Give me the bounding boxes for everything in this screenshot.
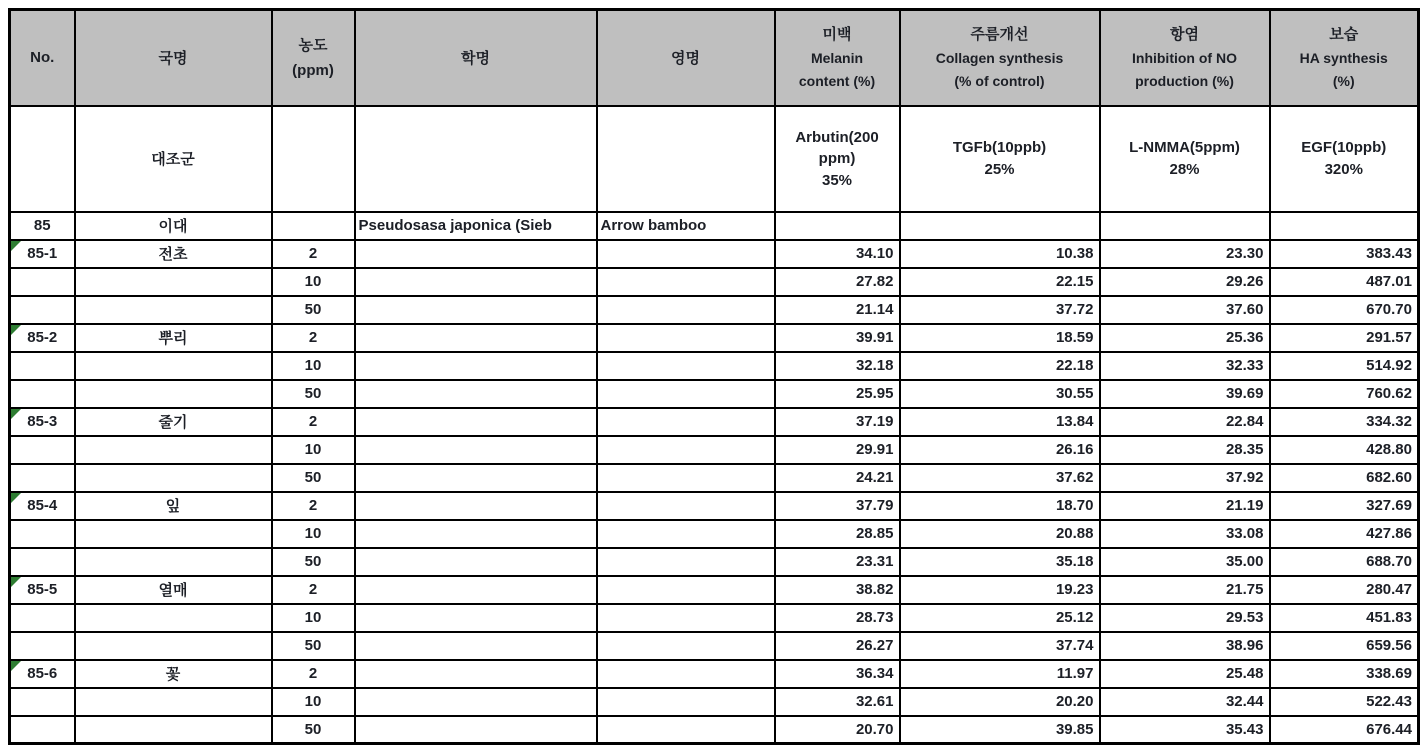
header-cell-english-name[interactable]: 영명: [597, 10, 775, 106]
header-cell-korean-name[interactable]: 국명: [75, 10, 272, 106]
cell-no[interactable]: [10, 548, 75, 576]
cell-concentration[interactable]: 10: [272, 436, 355, 464]
cell-scientific-name[interactable]: [355, 380, 597, 408]
assay-english-label: content (%): [798, 73, 876, 90]
cell-ha-synthesis[interactable]: 280.47: [1270, 576, 1419, 604]
cell-no[interactable]: [10, 408, 75, 436]
cell-scientific-name[interactable]: [355, 296, 597, 324]
cell-korean-name[interactable]: 열매: [75, 576, 272, 604]
concentration-label-line2: (ppm): [292, 61, 334, 79]
cell-no[interactable]: [10, 604, 75, 632]
cell-ha-synthesis[interactable]: 670.70: [1270, 296, 1419, 324]
cell-scientific-name[interactable]: [355, 660, 597, 688]
assay-korean-label: 보습: [1329, 26, 1359, 44]
cell-ha-synthesis[interactable]: 682.60: [1270, 464, 1419, 492]
cell-english-name[interactable]: Arrow bamboo: [597, 212, 775, 240]
cell-melanin-content[interactable]: 21.14: [775, 296, 900, 324]
cell-ha-synthesis[interactable]: 334.32: [1270, 408, 1419, 436]
cell-no-inhibition[interactable]: 33.08: [1100, 520, 1270, 548]
cell-collagen-synthesis[interactable]: 39.85: [900, 716, 1100, 744]
cell-melanin-content[interactable]: 25.95: [775, 380, 900, 408]
cell-korean-name[interactable]: 이대: [75, 212, 272, 240]
cell-collagen-synthesis[interactable]: 19.23: [900, 576, 1100, 604]
control-substance-label: Arbutin(200 ppm): [795, 128, 879, 167]
cell-no[interactable]: [10, 492, 75, 520]
header-cell-collagen[interactable]: [900, 10, 1100, 106]
cell-english-name[interactable]: [597, 324, 775, 352]
cell-no[interactable]: [10, 464, 75, 492]
cell-melanin-content[interactable]: 24.21: [775, 464, 900, 492]
cell-english-name[interactable]: [597, 464, 775, 492]
control-substance-label: L-NMMA(5ppm): [1129, 139, 1240, 156]
cell-scientific-name[interactable]: [355, 352, 597, 380]
cell-no[interactable]: [10, 268, 75, 296]
cell-ha-synthesis[interactable]: [1270, 106, 1419, 212]
cell-no-inhibition[interactable]: 37.60: [1100, 296, 1270, 324]
control-percentage: 25%: [984, 161, 1015, 178]
cell-collagen-synthesis[interactable]: 35.18: [900, 548, 1100, 576]
cell-no[interactable]: [10, 380, 75, 408]
cell-english-name[interactable]: [597, 660, 775, 688]
comment-marker-icon: [11, 493, 21, 503]
spreadsheet-region: [8, 8, 1420, 745]
comment-marker-icon: [11, 241, 21, 251]
cell-collagen-synthesis[interactable]: 37.74: [900, 632, 1100, 660]
cell-ha-synthesis[interactable]: 514.92: [1270, 352, 1419, 380]
cell-ha-synthesis[interactable]: 487.01: [1270, 268, 1419, 296]
cell-concentration[interactable]: 10: [272, 520, 355, 548]
cell-no[interactable]: [10, 436, 75, 464]
cell-collagen-synthesis[interactable]: 18.59: [900, 324, 1100, 352]
cell-no-inhibition[interactable]: 39.69: [1100, 380, 1270, 408]
cell-english-name[interactable]: [597, 576, 775, 604]
assay-english-label: (%): [1332, 73, 1355, 90]
cell-concentration[interactable]: 2: [272, 408, 355, 436]
cell-concentration[interactable]: 50: [272, 548, 355, 576]
cell-concentration[interactable]: 50: [272, 632, 355, 660]
cell-ha-synthesis[interactable]: 522.43: [1270, 688, 1419, 716]
cell-ha-synthesis[interactable]: 451.83: [1270, 604, 1419, 632]
table-row: [10, 296, 1419, 324]
cell-korean-name[interactable]: [75, 380, 272, 408]
assay-english-label: production (%): [1135, 73, 1234, 90]
comment-marker-icon: [11, 661, 21, 671]
cell-scientific-name[interactable]: [355, 632, 597, 660]
table-row: [10, 520, 1419, 548]
cell-scientific-name[interactable]: [355, 492, 597, 520]
cell-collagen-synthesis[interactable]: 30.55: [900, 380, 1100, 408]
cell-english-name[interactable]: [597, 716, 775, 744]
cell-korean-name[interactable]: [75, 436, 272, 464]
cell-korean-name[interactable]: 전초: [75, 240, 272, 268]
cell-scientific-name[interactable]: [355, 716, 597, 744]
cell-concentration[interactable]: [272, 212, 355, 240]
cell-collagen-synthesis[interactable]: 37.72: [900, 296, 1100, 324]
cell-english-name[interactable]: [597, 604, 775, 632]
cell-no-inhibition[interactable]: 35.00: [1100, 548, 1270, 576]
cell-english-name[interactable]: [597, 240, 775, 268]
cell-korean-name[interactable]: [75, 268, 272, 296]
cell-no-inhibition[interactable]: [1100, 212, 1270, 240]
cell-ha-synthesis[interactable]: 427.86: [1270, 520, 1419, 548]
cell-concentration[interactable]: 2: [272, 324, 355, 352]
control-substance-label: EGF(10ppb): [1301, 139, 1387, 156]
table-row: [10, 632, 1419, 660]
cell-scientific-name[interactable]: [355, 520, 597, 548]
cell-scientific-name[interactable]: [355, 324, 597, 352]
cell-collagen-synthesis[interactable]: 37.62: [900, 464, 1100, 492]
cell-collagen-synthesis[interactable]: [900, 106, 1100, 212]
comment-marker-icon: [11, 577, 21, 587]
cell-korean-name[interactable]: [75, 604, 272, 632]
control-percentage: 320%: [1324, 161, 1363, 178]
cell-scientific-name[interactable]: Pseudosasa japonica (Sieb: [355, 212, 597, 240]
row-number-label: 85-5: [27, 581, 58, 598]
row-number-label: 85-3: [27, 413, 58, 430]
cell-scientific-name[interactable]: [355, 688, 597, 716]
cell-concentration[interactable]: 2: [272, 660, 355, 688]
assay-english-label: (% of control): [954, 73, 1045, 90]
cell-ha-synthesis[interactable]: 688.70: [1270, 548, 1419, 576]
table-row: [10, 492, 1419, 520]
cell-no-inhibition[interactable]: 29.53: [1100, 604, 1270, 632]
row-number-label: 85-2: [27, 329, 58, 346]
cell-english-name[interactable]: [597, 548, 775, 576]
control-percentage: 28%: [1169, 161, 1200, 178]
cell-no[interactable]: [10, 296, 75, 324]
cell-english-name[interactable]: [597, 492, 775, 520]
cell-collagen-synthesis[interactable]: 20.20: [900, 688, 1100, 716]
cell-melanin-content[interactable]: 37.19: [775, 408, 900, 436]
cell-concentration[interactable]: 10: [272, 688, 355, 716]
cell-melanin-content[interactable]: 34.10: [775, 240, 900, 268]
header-cell-ha-synthesis[interactable]: [1270, 10, 1419, 106]
cell-collagen-synthesis[interactable]: 11.97: [900, 660, 1100, 688]
cell-no[interactable]: 85: [10, 212, 75, 240]
cell-english-name[interactable]: [597, 296, 775, 324]
cell-korean-name[interactable]: 잎: [75, 492, 272, 520]
cell-concentration[interactable]: 50: [272, 716, 355, 744]
cell-ha-synthesis[interactable]: [1270, 212, 1419, 240]
cell-collagen-synthesis[interactable]: 18.70: [900, 492, 1100, 520]
cell-no[interactable]: [10, 660, 75, 688]
cell-no-inhibition[interactable]: 21.19: [1100, 492, 1270, 520]
cell-korean-name[interactable]: [75, 352, 272, 380]
cell-scientific-name[interactable]: [355, 106, 597, 212]
table-row: [10, 436, 1419, 464]
cell-english-name[interactable]: [597, 688, 775, 716]
cell-korean-name[interactable]: [75, 632, 272, 660]
cell-english-name[interactable]: [597, 436, 775, 464]
cell-no-inhibition[interactable]: 21.75: [1100, 576, 1270, 604]
table-row: [10, 716, 1419, 744]
cell-melanin-content[interactable]: 36.34: [775, 660, 900, 688]
cell-collagen-synthesis[interactable]: 13.84: [900, 408, 1100, 436]
cell-no-inhibition[interactable]: 25.36: [1100, 324, 1270, 352]
cell-no[interactable]: [10, 716, 75, 744]
cell-collagen-synthesis[interactable]: 22.18: [900, 352, 1100, 380]
cell-korean-name[interactable]: 대조군: [75, 106, 272, 212]
header-cell-concentration[interactable]: [272, 10, 355, 106]
control-substance-label: TGFb(10ppb): [952, 139, 1047, 156]
cell-scientific-name[interactable]: [355, 268, 597, 296]
cell-korean-name[interactable]: [75, 548, 272, 576]
cell-collagen-synthesis[interactable]: 10.38: [900, 240, 1100, 268]
table-row: [10, 464, 1419, 492]
cell-english-name[interactable]: [597, 408, 775, 436]
cell-english-name[interactable]: [597, 268, 775, 296]
cell-melanin-content[interactable]: 32.61: [775, 688, 900, 716]
cell-no[interactable]: [10, 520, 75, 548]
cell-korean-name[interactable]: [75, 464, 272, 492]
header-cell-no[interactable]: No.: [10, 10, 75, 106]
cell-no-inhibition[interactable]: 28.35: [1100, 436, 1270, 464]
row-number-label: 85-4: [27, 497, 58, 514]
control-row: [10, 106, 1419, 212]
table-row: [10, 604, 1419, 632]
cell-no[interactable]: [10, 688, 75, 716]
cell-collagen-synthesis[interactable]: 25.12: [900, 604, 1100, 632]
header-cell-melanin[interactable]: [775, 10, 900, 106]
cell-concentration[interactable]: 10: [272, 268, 355, 296]
cell-collagen-synthesis[interactable]: [900, 212, 1100, 240]
header-row: [10, 10, 1419, 106]
cell-concentration[interactable]: 50: [272, 464, 355, 492]
cell-ha-synthesis[interactable]: 760.62: [1270, 380, 1419, 408]
cell-melanin-content[interactable]: 23.31: [775, 548, 900, 576]
cell-korean-name[interactable]: [75, 716, 272, 744]
cell-concentration[interactable]: 2: [272, 492, 355, 520]
comment-marker-icon: [11, 409, 21, 419]
cell-concentration[interactable]: 2: [272, 576, 355, 604]
table-row: [10, 408, 1419, 436]
table-row: [10, 380, 1419, 408]
cell-melanin-content[interactable]: 29.91: [775, 436, 900, 464]
cell-ha-synthesis[interactable]: 383.43: [1270, 240, 1419, 268]
cell-ha-synthesis[interactable]: 291.57: [1270, 324, 1419, 352]
cell-melanin-content[interactable]: 32.18: [775, 352, 900, 380]
cell-melanin-content[interactable]: 39.91: [775, 324, 900, 352]
species-row: [10, 212, 1419, 240]
cell-no-inhibition[interactable]: 23.30: [1100, 240, 1270, 268]
cell-no[interactable]: [10, 352, 75, 380]
table-row: [10, 660, 1419, 688]
table-row: [10, 548, 1419, 576]
cell-concentration[interactable]: 2: [272, 240, 355, 268]
cell-korean-name[interactable]: 줄기: [75, 408, 272, 436]
cell-melanin-content[interactable]: 20.70: [775, 716, 900, 744]
cell-melanin-content[interactable]: 37.79: [775, 492, 900, 520]
cell-concentration[interactable]: 50: [272, 380, 355, 408]
cell-scientific-name[interactable]: [355, 436, 597, 464]
assay-korean-label: 미백: [822, 26, 852, 44]
cell-korean-name[interactable]: 꽃: [75, 660, 272, 688]
cell-no-inhibition[interactable]: 25.48: [1100, 660, 1270, 688]
cell-english-name[interactable]: [597, 520, 775, 548]
cell-scientific-name[interactable]: [355, 576, 597, 604]
cell-scientific-name[interactable]: [355, 548, 597, 576]
row-number-label: 85-1: [27, 245, 58, 262]
cell-concentration[interactable]: 10: [272, 604, 355, 632]
control-percentage: 35%: [821, 171, 853, 189]
comment-marker-icon: [11, 325, 21, 335]
cell-ha-synthesis[interactable]: 659.56: [1270, 632, 1419, 660]
cell-collagen-synthesis[interactable]: 22.15: [900, 268, 1100, 296]
cell-melanin-content[interactable]: 27.82: [775, 268, 900, 296]
cell-no-inhibition[interactable]: 35.43: [1100, 716, 1270, 744]
cell-concentration[interactable]: 50: [272, 296, 355, 324]
cell-no[interactable]: [10, 576, 75, 604]
cell-melanin-content[interactable]: 28.73: [775, 604, 900, 632]
concentration-label-line1: 농도: [298, 36, 328, 54]
cell-scientific-name[interactable]: [355, 408, 597, 436]
cell-ha-synthesis[interactable]: 338.69: [1270, 660, 1419, 688]
assay-korean-label: 항염: [1170, 26, 1199, 44]
cell-no-inhibition[interactable]: 29.26: [1100, 268, 1270, 296]
cell-melanin-content[interactable]: 28.85: [775, 520, 900, 548]
cell-no-inhibition[interactable]: 32.44: [1100, 688, 1270, 716]
table-row: [10, 240, 1419, 268]
cell-concentration[interactable]: [272, 106, 355, 212]
cell-ha-synthesis[interactable]: 676.44: [1270, 716, 1419, 744]
cell-english-name[interactable]: [597, 352, 775, 380]
cell-english-name[interactable]: [597, 632, 775, 660]
assay-results-table: [8, 8, 1420, 745]
assay-korean-label: 주름개선: [970, 26, 1029, 44]
cell-ha-synthesis[interactable]: 327.69: [1270, 492, 1419, 520]
assay-english-label: Inhibition of NO: [1132, 50, 1237, 67]
cell-collagen-synthesis[interactable]: 26.16: [900, 436, 1100, 464]
cell-no[interactable]: [10, 632, 75, 660]
cell-melanin-content[interactable]: 26.27: [775, 632, 900, 660]
cell-korean-name[interactable]: 뿌리: [75, 324, 272, 352]
table-header: [10, 10, 1419, 106]
cell-no[interactable]: [10, 106, 75, 212]
assay-english-label: Collagen synthesis: [935, 50, 1064, 67]
cell-no-inhibition[interactable]: 22.84: [1100, 408, 1270, 436]
cell-no-inhibition[interactable]: 38.96: [1100, 632, 1270, 660]
cell-scientific-name[interactable]: [355, 240, 597, 268]
table-row: [10, 576, 1419, 604]
cell-no[interactable]: [10, 240, 75, 268]
header-cell-scientific-name[interactable]: 학명: [355, 10, 597, 106]
cell-korean-name[interactable]: [75, 688, 272, 716]
row-number-label: 85-6: [27, 665, 58, 682]
cell-korean-name[interactable]: [75, 296, 272, 324]
table-row: [10, 268, 1419, 296]
cell-concentration[interactable]: 10: [272, 352, 355, 380]
cell-no-inhibition[interactable]: [1100, 106, 1270, 212]
cell-melanin-content[interactable]: 38.82: [775, 576, 900, 604]
table-row: [10, 324, 1419, 352]
cell-ha-synthesis[interactable]: 428.80: [1270, 436, 1419, 464]
cell-collagen-synthesis[interactable]: 20.88: [900, 520, 1100, 548]
cell-melanin-content[interactable]: [775, 106, 900, 212]
header-cell-no-inhibition[interactable]: [1100, 10, 1270, 106]
cell-scientific-name[interactable]: [355, 604, 597, 632]
cell-scientific-name[interactable]: [355, 464, 597, 492]
table-body: [10, 106, 1419, 744]
cell-no-inhibition[interactable]: 37.92: [1100, 464, 1270, 492]
cell-no-inhibition[interactable]: 32.33: [1100, 352, 1270, 380]
cell-korean-name[interactable]: [75, 520, 272, 548]
cell-english-name[interactable]: [597, 380, 775, 408]
table-row: [10, 688, 1419, 716]
assay-english-label: HA synthesis: [1299, 50, 1388, 67]
cell-melanin-content[interactable]: [775, 212, 900, 240]
assay-english-label: Melanin: [810, 50, 864, 67]
cell-no[interactable]: [10, 324, 75, 352]
table-row: [10, 352, 1419, 380]
cell-english-name[interactable]: [597, 106, 775, 212]
